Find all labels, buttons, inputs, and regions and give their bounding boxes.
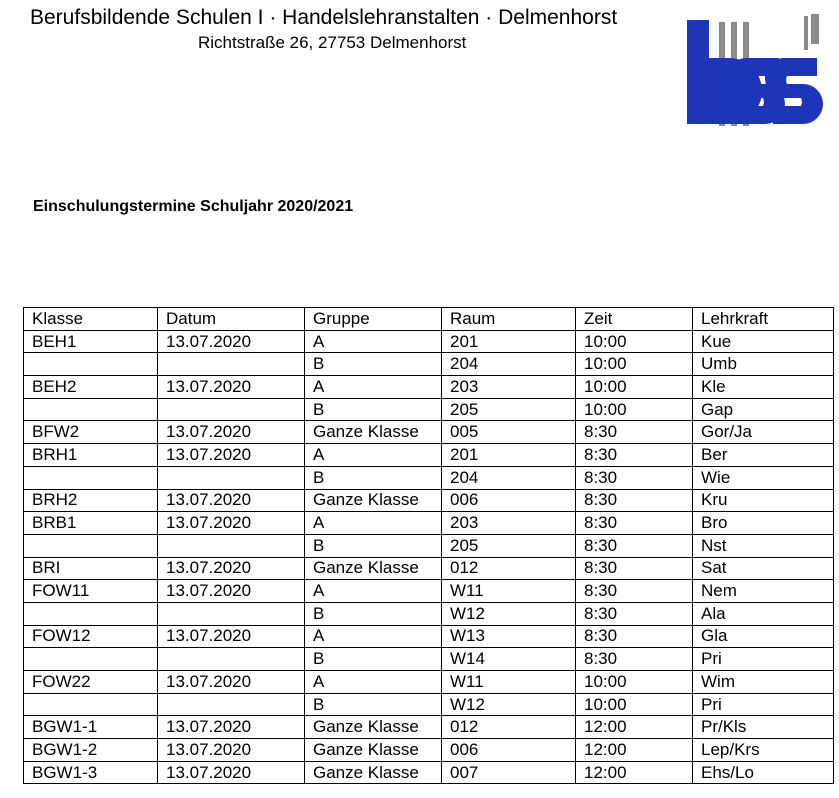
cell-raum: W12 <box>442 602 576 625</box>
cell-raum: 204 <box>442 353 576 376</box>
cell-zeit: 12:00 <box>576 739 693 762</box>
cell-zeit: 10:00 <box>576 330 693 353</box>
table-row <box>24 353 834 376</box>
cell-gruppe: Ganze Klasse <box>305 761 442 784</box>
cell-datum <box>158 693 305 716</box>
cell-raum: 201 <box>442 444 576 467</box>
cell-klasse <box>24 353 158 376</box>
cell-raum: 005 <box>442 421 576 444</box>
header-gruppe: Gruppe <box>305 308 442 331</box>
cell-datum: 13.07.2020 <box>158 580 305 603</box>
cell-datum: 13.07.2020 <box>158 444 305 467</box>
cell-datum: 13.07.2020 <box>158 671 305 694</box>
cell-zeit: 10:00 <box>576 398 693 421</box>
header-datum: Datum <box>158 308 305 331</box>
cell-zeit: 8:30 <box>576 580 693 603</box>
table-row <box>24 693 834 716</box>
cell-zeit: 8:30 <box>576 489 693 512</box>
cell-klasse: BEH1 <box>24 330 158 353</box>
cell-klasse: BGW1-2 <box>24 739 158 762</box>
cell-datum <box>158 602 305 625</box>
cell-gruppe: B <box>305 466 442 489</box>
cell-lehrkraft: Kru <box>693 489 834 512</box>
header-klasse: Klasse <box>24 308 158 331</box>
school-address: Richtstraße 26, 27753 Delmenhorst <box>198 33 467 52</box>
cell-lehrkraft: Gap <box>693 398 834 421</box>
cell-datum: 13.07.2020 <box>158 739 305 762</box>
table-row <box>24 421 834 444</box>
cell-raum: 203 <box>442 512 576 535</box>
cell-datum: 13.07.2020 <box>158 376 305 399</box>
cell-zeit: 12:00 <box>576 761 693 784</box>
table-row <box>24 444 834 467</box>
cell-klasse: BRI <box>24 557 158 580</box>
cell-datum: 13.07.2020 <box>158 421 305 444</box>
cell-gruppe: Ganze Klasse <box>305 739 442 762</box>
cell-zeit: 10:00 <box>576 353 693 376</box>
cell-zeit: 8:30 <box>576 557 693 580</box>
cell-lehrkraft: Kle <box>693 376 834 399</box>
cell-lehrkraft: Gla <box>693 625 834 648</box>
cell-klasse <box>24 602 158 625</box>
cell-raum: 203 <box>442 376 576 399</box>
cell-gruppe: Ganze Klasse <box>305 421 442 444</box>
cell-datum <box>158 534 305 557</box>
cell-gruppe: A <box>305 671 442 694</box>
cell-lehrkraft: Umb <box>693 353 834 376</box>
cell-raum: W11 <box>442 580 576 603</box>
cell-gruppe: A <box>305 625 442 648</box>
cell-zeit: 8:30 <box>576 625 693 648</box>
cell-datum: 13.07.2020 <box>158 330 305 353</box>
table-row <box>24 534 834 557</box>
cell-datum: 13.07.2020 <box>158 761 305 784</box>
cell-klasse: BRH2 <box>24 489 158 512</box>
cell-datum <box>158 648 305 671</box>
cell-gruppe: Ganze Klasse <box>305 557 442 580</box>
cell-raum: W12 <box>442 693 576 716</box>
table-row <box>24 648 834 671</box>
cell-lehrkraft: Ehs/Lo <box>693 761 834 784</box>
cell-lehrkraft: Ala <box>693 602 834 625</box>
cell-lehrkraft: Nst <box>693 534 834 557</box>
table-row <box>24 671 834 694</box>
cell-gruppe: B <box>305 534 442 557</box>
cell-raum: W14 <box>442 648 576 671</box>
schedule-table <box>23 307 834 784</box>
cell-zeit: 8:30 <box>576 421 693 444</box>
table-row <box>24 739 834 762</box>
cell-klasse: BGW1-1 <box>24 716 158 739</box>
table-row <box>24 398 834 421</box>
cell-gruppe: B <box>305 602 442 625</box>
cell-raum: 012 <box>442 557 576 580</box>
cell-klasse: BFW2 <box>24 421 158 444</box>
table-row <box>24 716 834 739</box>
cell-gruppe: B <box>305 648 442 671</box>
cell-klasse <box>24 648 158 671</box>
cell-klasse: FOW11 <box>24 580 158 603</box>
table-row <box>24 761 834 784</box>
table-row <box>24 330 834 353</box>
table-header-row <box>24 308 834 331</box>
cell-klasse: BRB1 <box>24 512 158 535</box>
cell-lehrkraft: Ber <box>693 444 834 467</box>
header-zeit: Zeit <box>576 308 693 331</box>
cell-raum: 204 <box>442 466 576 489</box>
cell-klasse <box>24 466 158 489</box>
cell-lehrkraft: Pri <box>693 693 834 716</box>
cell-lehrkraft: Gor/Ja <box>693 421 834 444</box>
table-row <box>24 625 834 648</box>
cell-klasse <box>24 398 158 421</box>
cell-gruppe: A <box>305 376 442 399</box>
school-name: Berufsbildende Schulen I · Handelslehranstalten · Delmenhorst <box>30 6 618 29</box>
cell-datum <box>158 398 305 421</box>
cell-datum <box>158 466 305 489</box>
cell-klasse: FOW12 <box>24 625 158 648</box>
cell-zeit: 8:30 <box>576 444 693 467</box>
cell-gruppe: A <box>305 330 442 353</box>
cell-gruppe: Ganze Klasse <box>305 716 442 739</box>
cell-lehrkraft: Lep/Krs <box>693 739 834 762</box>
header-lehrkraft: Lehrkraft <box>693 308 834 331</box>
cell-datum <box>158 353 305 376</box>
cell-raum: 201 <box>442 330 576 353</box>
cell-datum: 13.07.2020 <box>158 716 305 739</box>
school-logo <box>683 10 827 128</box>
cell-datum: 13.07.2020 <box>158 512 305 535</box>
cell-raum: W11 <box>442 671 576 694</box>
cell-lehrkraft: Kue <box>693 330 834 353</box>
cell-datum: 13.07.2020 <box>158 489 305 512</box>
cell-zeit: 10:00 <box>576 376 693 399</box>
cell-zeit: 8:30 <box>576 534 693 557</box>
cell-lehrkraft: Wie <box>693 466 834 489</box>
cell-lehrkraft: Bro <box>693 512 834 535</box>
cell-klasse: BGW1-3 <box>24 761 158 784</box>
cell-lehrkraft: Sat <box>693 557 834 580</box>
cell-raum: W13 <box>442 625 576 648</box>
cell-gruppe: A <box>305 580 442 603</box>
cell-zeit: 8:30 <box>576 648 693 671</box>
cell-lehrkraft: Nem <box>693 580 834 603</box>
cell-klasse: BRH1 <box>24 444 158 467</box>
cell-klasse <box>24 693 158 716</box>
cell-lehrkraft: Wim <box>693 671 834 694</box>
table-row <box>24 557 834 580</box>
cell-gruppe: B <box>305 353 442 376</box>
cell-raum: 205 <box>442 534 576 557</box>
table-row <box>24 376 834 399</box>
cell-zeit: 8:30 <box>576 602 693 625</box>
table-row <box>24 580 834 603</box>
cell-raum: 006 <box>442 739 576 762</box>
cell-gruppe: A <box>305 512 442 535</box>
cell-datum: 13.07.2020 <box>158 625 305 648</box>
cell-zeit: 8:30 <box>576 512 693 535</box>
cell-raum: 007 <box>442 761 576 784</box>
table-row <box>24 512 834 535</box>
cell-lehrkraft: Pr/Kls <box>693 716 834 739</box>
table-row <box>24 602 834 625</box>
cell-zeit: 10:00 <box>576 693 693 716</box>
cell-gruppe: A <box>305 444 442 467</box>
cell-raum: 006 <box>442 489 576 512</box>
table-row <box>24 489 834 512</box>
cell-lehrkraft: Pri <box>693 648 834 671</box>
cell-raum: 205 <box>442 398 576 421</box>
cell-klasse: FOW22 <box>24 671 158 694</box>
table-row <box>24 466 834 489</box>
document-title: Einschulungstermine Schuljahr 2020/2021 <box>33 198 354 215</box>
cell-klasse <box>24 534 158 557</box>
cell-klasse: BEH2 <box>24 376 158 399</box>
cell-zeit: 10:00 <box>576 671 693 694</box>
cell-zeit: 12:00 <box>576 716 693 739</box>
cell-zeit: 8:30 <box>576 466 693 489</box>
header-raum: Raum <box>442 308 576 331</box>
cell-raum: 012 <box>442 716 576 739</box>
cell-gruppe: B <box>305 693 442 716</box>
cell-gruppe: Ganze Klasse <box>305 489 442 512</box>
cell-datum: 13.07.2020 <box>158 557 305 580</box>
cell-gruppe: B <box>305 398 442 421</box>
